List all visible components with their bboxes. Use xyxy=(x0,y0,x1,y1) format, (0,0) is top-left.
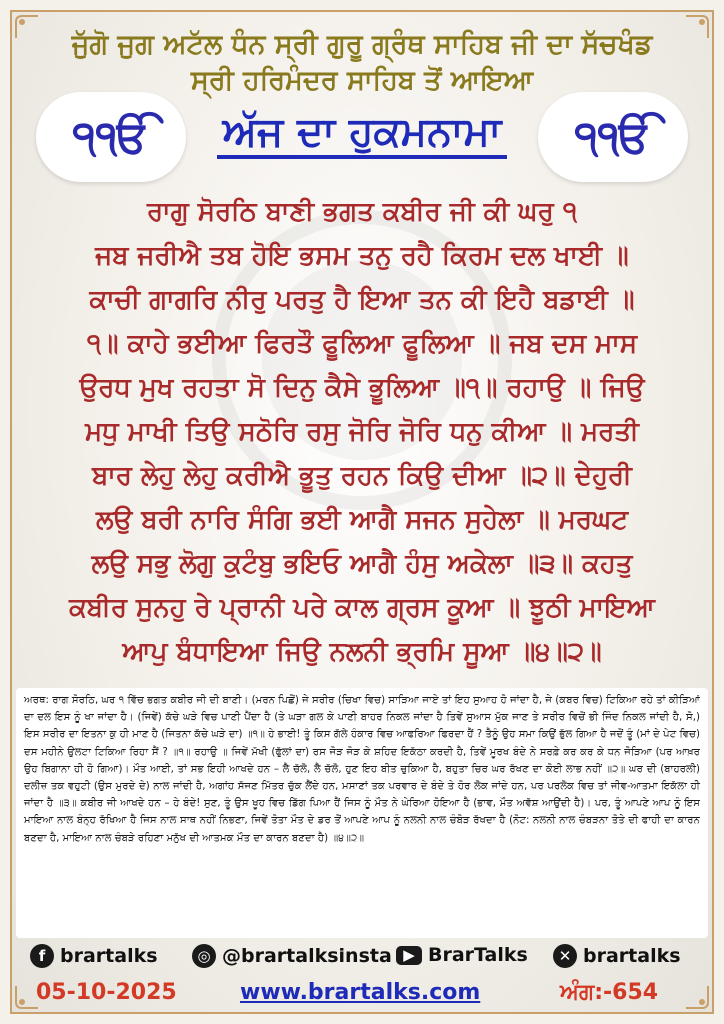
ek-onkar-left-badge: ੧ੴ xyxy=(36,92,186,182)
x-handle: brartalks xyxy=(583,945,681,967)
hukamnama-line: ਮਧੁ ਮਾਖੀ ਤਿਉ ਸਠੋਰਿ ਰਸੁ ਜੋਰਿ ਜੋਰਿ ਧਨੁ ਕੀਆ ॥ ਮਰਤੀ xyxy=(85,417,639,447)
hukamnama-line: ਲਉ ਸਭੁ ਲੋਗੁ ਕੁਟੰਬੁ ਭਇਓ ਆਗੈ ਹੰਸੁ ਅਕੇਲਾ ॥੩॥ ਕਹਤੁ xyxy=(91,549,633,579)
hukamnama-line: ੧॥ ਕਾਹੇ ਭਈਆ ਫਿਰਤੌ ਫੂਲਿਆ ਫੂਲਿਆ ॥ ਜਬ ਦਸ ਮਾਸ xyxy=(86,329,638,359)
facebook-handle: brartalks xyxy=(60,945,158,967)
hukamnama-line: ਜਬ ਜਰੀਐ ਤਬ ਹੋਇ ਭਸਮ ਤਨੁ ਰਹੈ ਕਿਰਮ ਦਲ ਖਾਈ ॥ xyxy=(95,241,629,271)
social-links xyxy=(0,944,724,972)
instagram-handle: @brartalksinsta xyxy=(222,945,392,967)
meaning-text: ਅਰਥ: ਰਾਗ ਸੋਰਠਿ, ਘਰ ੧ ਵਿੱਚ ਭਗਤ ਕਬੀਰ ਜੀ ਦੀ ਬਾਣੀ। (ਮਰਨ ਪਿਛੋਂ) ਜੇ ਸਰੀਰ (ਚਿਖਾ ਵਿਚ) ਸਾੜਿਆ ਜਾਏ ਤਾਂ ਇਹ ਸੁਆਹ ਹੋ ਜਾਂਦਾ ਹੈ, ਜੇ (ਕਬਰ ਵਿਚ) ਟਿਕਿਆ ਰਹੇ ਤਾਂ ਕੀੜਿਆਂ ਦਾ ਦਲ ਇਸ ਨੂੰ ਖਾ ਜਾਂਦਾ ਹੈ। (ਜਿਵੇਂ) ਕੱਚੇ ਘੜੇ ਵਿਚ ਪਾਣੀ ਪੈਂਦਾ ਹੈ (ਤੇ ਘੜਾ ਗਲ ਕੇ ਪਾਣੀ ਬਾਹਰ ਨਿਕਲ ਜਾਂਦਾ ਹੈ ਤਿਵੇਂ ਸੁਆਸ ਮੁੱਕ ਜਾਣ ਤੇ ਸਰੀਰ ਵਿਚੋਂ ਭੀ ਜਿੰਦ ਨਿਕਲ ਜਾਂਦੀ ਹੈ, ਸੋ,) ਇਸ ਸਰੀਰ ਦਾ ਇਤਨਾ ਕੁ ਹੀ ਮਾਣ ਹੈ (ਜਿਤਨਾ ਕੱਚੇ ਘੜੇ ਦਾ) ॥੧॥ ਹੇ ਭਾਈ! ਤੂੰ ਕਿਸ ਗੱਲੇ ਹੰਕਾਰ ਵਿਚ ਆਫਰਿਆ ਫਿਰਦਾ ਹੈਂ ? ਤੈਨੂੰ ਉਹ ਸਮਾ ਕਿਉਂ ਭੁੱਲ ਗਿਆ ਹੈ ਜਦੋਂ ਤੂੰ (ਮਾਂ ਦੇ ਪੇਟ ਵਿਚ) ਦਸ ਮਹੀਨੇ ਉਲਟਾ ਟਿਕਿਆ ਰਿਹਾ ਸੈਂ ? ॥੧॥ ਰਹਾਉ ॥ ਜਿਵੇਂ ਮੱਖੀ (ਫੁੱਲਾਂ ਦਾ) ਰਸ ਜੋੜ ਜੋੜ ਕੇ ਸ਼ਹਿਦ ਇਕੱਠਾ ਕਰਦੀ ਹੈ, ਤਿਵੇਂ ਮੂਰਖ ਬੰਦੇ ਨੇ ਸਰਫ਼ੇ ਕਰ ਕਰ ਕੇ ਧਨ ਜੋੜਿਆ (ਪਰ ਆਖ਼ਰ ਉਹ ਬਿਗਾਨਾ ਹੀ ਹੋ ਗਿਆ)। ਮੌਤ ਆਈ, ਤਾਂ ਸਭ ਇਹੀ ਆਖਦੇ ਹਨ – ਲੈ ਚੱਲੋ, ਲੈ ਚੱਲੋ, ਹੁਣ ਇਹ ਬੀਤ ਚੁਕਿਆ ਹੈ, ਬਹੁਤਾ ਚਿਰ ਘਰ ਰੱਖਣ ਦਾ ਕੋਈ ਲਾਭ ਨਹੀਂ ॥੨॥ ਘਰ ਦੀ (ਬਾਹਰਲੀ) ਦਲੀਜ਼ ਤਕ ਵਹੁਟੀ (ਉਸ ਮੁਰਦੇ ਦੇ) ਨਾਲ ਜਾਂਦੀ ਹੈ, ਅਗਾਂਹ ਸੱਜਣ ਮਿੱਤਰ ਚੁੱਕ ਲੈਂਦੇ ਹਨ, ਮਸਾਣਾਂ ਤਕ ਪਰਵਾਰ ਦੇ ਬੰਦੇ ਤੇ ਹੋਰ ਲੋਕ ਜਾਂਦੇ ਹਨ, ਪਰ ਪਰਲੋਕ ਵਿਚ ਤਾਂ ਜੀਵ-ਆਤਮਾ ਇਕੱਲਾ ਹੀ ਜਾਂਦਾ ਹੈ ॥੩॥ ਕਬੀਰ ਜੀ ਆਖਦੇ ਹਨ – ਹੇ ਬੰਦੇ! ਸੁਣ, ਤੂੰ ਉਸ ਖੂਹ ਵਿਚ ਡਿੱਗ ਪਿਆ ਹੈਂ ਜਿਸ ਨੂੰ ਮੌਤ ਨੇ ਘੇਰਿਆ ਹੋਇਆ ਹੈ (ਭਾਵ, ਮੌਤ ਅਵੱਸ਼ ਆਉਂਦੀ ਹੈ)। ਪਰ, ਤੂੰ ਆਪਣੇ ਆਪ ਨੂੰ ਇਸ ਮਾਇਆ ਨਾਲ ਬੰਨ੍ਹ ਰੱਖਿਆ ਹੈ ਜਿਸ ਨਾਲ ਸਾਥ ਨਹੀਂ ਨਿਭਣਾ, ਜਿਵੇਂ ਤੋਤਾ ਮੌਤ ਦੇ ਡਰ ਤੋਂ ਆਪਣੇ ਆਪ ਨੂੰ ਨਲਨੀ ਨਾਲ ਚੰਬੋੜ ਰੱਖਦਾ ਹੈ (ਨੋਟ: ਨਲਨੀ ਨਾਲ ਚੰਬੜਨਾ ਤੋਤੇ ਦੀ ਫਾਹੀ ਦਾ ਕਾਰਨ ਬਣਦਾ ਹੈ, ਮਾਇਆ ਨਾਲ ਚੰਬੜੇ ਰਹਿਣਾ ਮਨੁੱਖ ਦੀ ਆਤਮਕ ਮੌਤ ਦਾ ਕਾਰਨ ਬਣਦਾ ਹੈ) ॥੪॥੨॥ xyxy=(24,695,700,844)
x-link[interactable] xyxy=(553,944,681,968)
header-line-2: ਸ੍ਰੀ ਹਰਿਮੰਦਰ ਸਾਹਿਬ ਤੋਂ ਆਇਆ xyxy=(190,65,534,96)
youtube-icon: ▶ xyxy=(396,946,422,965)
instagram-link[interactable] xyxy=(192,944,392,968)
page-title xyxy=(0,104,724,160)
facebook-link[interactable] xyxy=(30,944,158,968)
footer xyxy=(0,980,724,1012)
youtube-handle: BrarTalks xyxy=(428,944,528,966)
ek-onkar-right-badge: ੧ੴ xyxy=(538,92,688,182)
hukamnama-date: 05-10-2025 xyxy=(36,980,177,1005)
instagram-icon: ◎ xyxy=(192,944,216,968)
hukamnama-line: ਬਾਰ ਲੇਹੁ ਲੇਹੁ ਕਰੀਐ ਭੂਤੁ ਰਹਨ ਕਿਉ ਦੀਆ ॥੨॥ ਦੇਹੁਰੀ xyxy=(92,461,632,491)
hukamnama-line: ਰਾਗੁ ਸੋਰਠਿ ਬਾਣੀ ਭਗਤ ਕਬੀਰ ਜੀ ਕੀ ਘਰੁ ੧ xyxy=(147,197,577,227)
website-link[interactable]: www.brartalks.com xyxy=(240,980,481,1005)
hukamnama-line: ਆਪੁ ਬੰਧਾਇਆ ਜਿਉ ਨਲਨੀ ਭ੍ਰਮਿ ਸੂਆ ॥੪॥੨॥ xyxy=(122,637,602,667)
facebook-icon: f xyxy=(30,944,54,968)
hukamnama-line: ਕਬੀਰ ਸੁਨਹੁ ਰੇ ਪ੍ਰਾਨੀ ਪਰੇ ਕਾਲ ਗ੍ਰਸ ਕੂਆ ॥ ਝੂਠੀ ਮਾਇਆ xyxy=(69,593,655,623)
ang-number: ਅੰਗ:-654 xyxy=(560,980,659,1005)
youtube-link[interactable] xyxy=(396,944,528,966)
meaning-box xyxy=(16,688,708,938)
page-title-text: ਅੱਜ ਦਾ ਹੁਕਮਨਾਮਾ xyxy=(217,109,508,159)
header-line-1: ਜੁੱਗੋ ਜੁਗ ਅਟੱਲ ਧੰਨ ਸ੍ਰੀ ਗੁਰੂ ਗ੍ਰੰਥ ਸਾਹਿਬ ਜੀ ਦਾ ਸੱਚਖੰਡ xyxy=(71,29,653,60)
hukamnama-line: ਉਰਧ ਮੁਖ ਰਹਤਾ ਸੋ ਦਿਨੁ ਕੈਸੇ ਭੂਲਿਆ ॥੧॥ ਰਹਾਉ ॥ ਜਿਉ xyxy=(79,373,645,403)
hukamnama-line: ਕਾਚੀ ਗਾਗਰਿ ਨੀਰੁ ਪਰਤੁ ਹੈ ਇਆ ਤਨ ਕੀ ਇਹੈ ਬਡਾਈ ॥ xyxy=(89,285,635,315)
x-icon: ✕ xyxy=(553,944,577,968)
hukamnama-line: ਲਉ ਬਰੀ ਨਾਰਿ ਸੰਗਿ ਭਈ ਆਗੈ ਸਜਨ ਸੁਹੇਲਾ ॥ ਮਰਘਟ xyxy=(95,505,629,535)
